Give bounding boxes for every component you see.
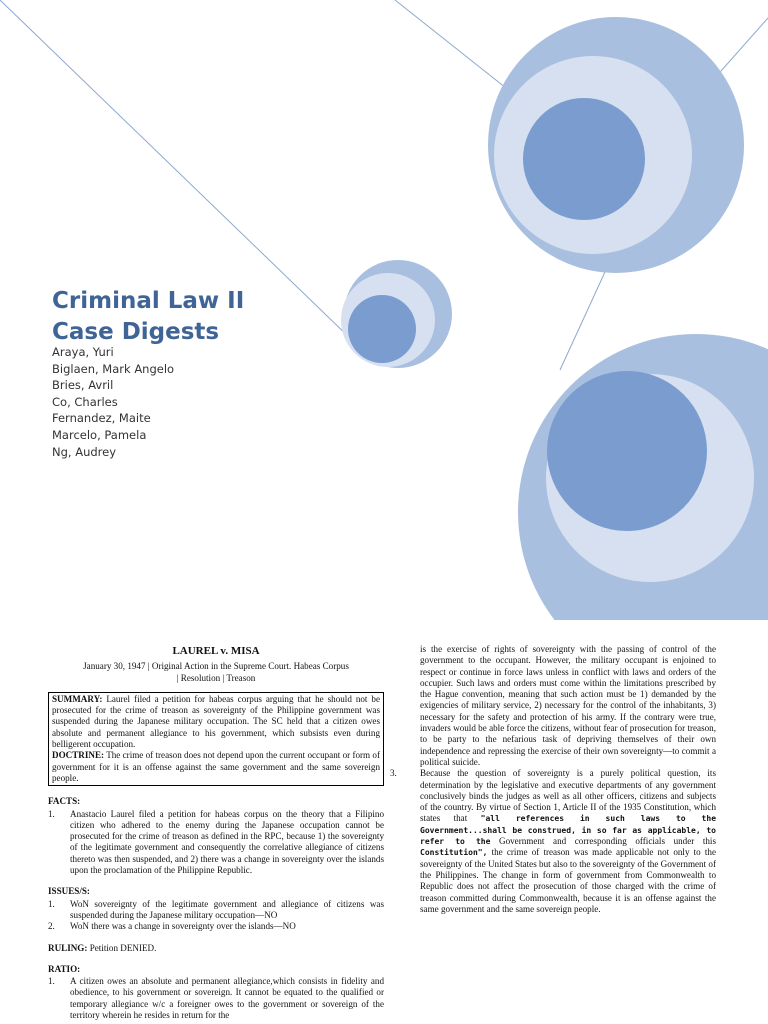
list-item xyxy=(48,899,384,922)
issues-heading: ISSUES/S: xyxy=(48,886,90,897)
author-name: Araya, Yuri xyxy=(52,345,114,359)
list-number: 1. xyxy=(48,808,55,819)
ruling-text: Petition DENIED. xyxy=(89,942,157,953)
list-text: A citizen owes an absolute and permanent allegiance,which consists in fidelity and obedience, to his government or sovereign. It cannot be equated to the qualified or temporary allegiance w/c a foreigner owes to the government or sovereign of the territory wherein he resides in return for the xyxy=(70,976,384,1021)
ratio3-quote1: "all references in such laws to the Government...shall be construed, in so far as applicable, to refer to the xyxy=(420,814,717,847)
summary-text: Laurel filed a petition for habeas corpus arguing that he should not be prosecuted for the crime of treason as sovereignty of the Philippine government was suspended during the Japanese military occupation. The SC held that a citizen owes absolute and permanent allegiance to his government, which subsists even during belligerent occupation. xyxy=(52,693,380,750)
list-item xyxy=(48,809,384,877)
list-text: Anastacio Laurel filed a petition for habeas corpus on the theory that a Filipino citizen who adhered to the enemy during the Japanese occupation cannot be prosecuted for the crime of treason as defined in the RPC, because 1) the sovereignty of the legitimate government and consequently the correlative allegiance of citizens thereto was then suspended, and 2) there was a change in sovereignty over the islands upon the proclamation of the Philippine Republic. xyxy=(70,808,384,876)
author-name: Ng, Audrey xyxy=(52,444,117,459)
ratio3-quote2: Constitution", xyxy=(420,848,488,858)
list-item xyxy=(48,921,384,932)
decor-line-right xyxy=(713,18,768,80)
ratio-continuation: is the exercise of rights of sovereignty with the passing of control of the government to the occupant. However, the military occupant is enjoined to respect or continue in force laws unless in conflict with laws and orders of the occupier. Such laws and orders must come within the limitations prescribed by the Hague convention, meaning that such action must be 1) demanded by the exigencies of military service, 2) necessary for the control of the inhabitants, 3) necessary for the safety and protection of his army. If the contrary were true, invaders would be able force the citizens, without fear of prosecution for treason, to be party to the nefarious task of depriving themselves of their own independence and repressing the exercise of their own sovereignty—to commit a political suicide. xyxy=(420,644,716,767)
summary-box xyxy=(48,692,384,786)
circle-small-inner xyxy=(348,295,416,363)
ratio-list xyxy=(48,976,384,1021)
case-subtitle xyxy=(48,661,384,684)
circle-large-inner xyxy=(547,371,707,531)
doctrine-paragraph xyxy=(52,750,380,784)
case-subtitle-line1: January 30, 1947 | Original Action in the Supreme Court. Habeas Corpus xyxy=(83,661,349,672)
list-number: 2. xyxy=(48,921,55,932)
list-number: 1. xyxy=(48,898,55,909)
list-item xyxy=(48,976,384,1021)
author-name: Marcelo, Pamela xyxy=(52,427,147,442)
ratio3-text-a: Because the question of sovereignty is a purely political question, its determination by the legislative and executive departments of any government conclusively binds the judges as well as all other officers, citizens and subjects of the country. By virtue of Section 1, Article II of the 1935 Constitution, which states that xyxy=(420,768,716,824)
author-name: Fernandez, Maite xyxy=(52,411,151,426)
ruling-label: RULING: xyxy=(48,942,88,953)
list-number: 3. xyxy=(390,768,397,779)
doctrine-label: DOCTRINE: xyxy=(52,750,105,761)
cover-title-line2: Case Digests xyxy=(52,319,220,345)
ratio-list-continued xyxy=(390,768,717,915)
ratio3-text-b: Government and corresponding officials under this xyxy=(490,836,716,847)
case-subtitle-line2: | Resolution | Treason xyxy=(176,672,256,683)
cover-title xyxy=(52,286,244,348)
ratio3-text-c: the crime of treason was made applicable not only to the sovereignty of the United States but also to the sovereignty of the Government of the Philippines. The change in form of government from Commonwealth to Republic does not affect the prosecution of those charged with the crime of treason committed during Commonwealth, because it is an offense against the same government and the same sovereign people. xyxy=(420,847,716,914)
list-text: WoN sovereignty of the legitimate government and allegiance of citizens was suspended during the Japanese military occupation—NO xyxy=(70,898,384,920)
doctrine-text: The crime of treason does not depend upon the current occupant or form of government for it is an offense against the same government and the same sovereign people. xyxy=(52,750,380,783)
facts-list xyxy=(48,809,384,877)
list-number: 1. xyxy=(48,976,55,987)
author-name: Bries, Avril xyxy=(52,378,114,393)
case-right-column xyxy=(390,644,717,915)
cover-title-line1: Criminal Law II xyxy=(52,288,245,314)
case-left-column xyxy=(48,646,384,1021)
circle-top-inner xyxy=(523,98,645,220)
list-text: WoN there was a change in sovereignty over the islands—NO xyxy=(70,921,296,932)
author-name: Biglaen, Mark Angelo xyxy=(52,361,175,376)
ruling xyxy=(48,943,384,954)
facts-heading: FACTS: xyxy=(48,796,81,807)
list-item xyxy=(390,768,717,915)
author-list xyxy=(52,344,174,460)
summary-paragraph xyxy=(52,694,380,750)
issues-list xyxy=(48,899,384,933)
author-name: Co, Charles xyxy=(52,394,118,409)
summary-label: SUMMARY: xyxy=(52,693,103,704)
case-title: LAUREL v. MISA xyxy=(172,645,260,657)
ratio-heading: RATIO: xyxy=(48,963,81,974)
